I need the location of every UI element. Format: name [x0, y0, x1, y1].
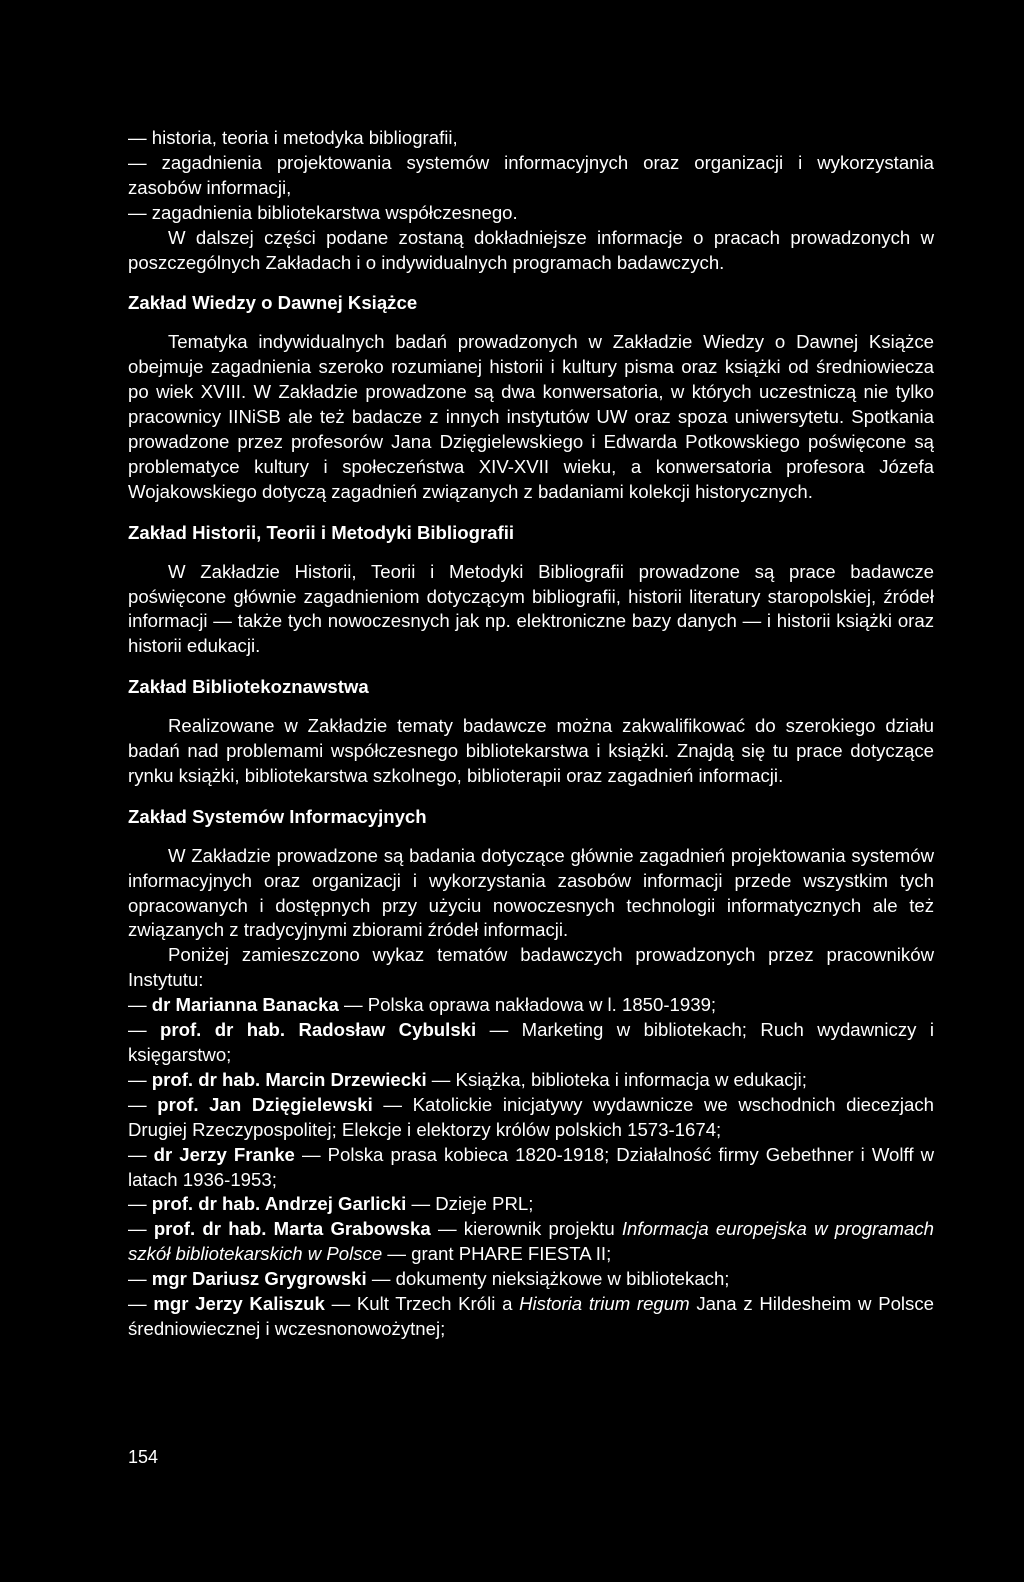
staff-entry — [128, 1068, 934, 1093]
section-heading: Zakład Systemów Informacyjnych — [128, 805, 427, 827]
staff-topic: Polska oprawa nakładowa w l. 1850-1939; — [367, 994, 717, 1016]
staff-topic: dokumenty nieksiążkowe w bibliotekach; — [395, 1268, 730, 1290]
page-number: 154 — [128, 1447, 159, 1467]
staff-entry — [128, 1267, 934, 1292]
intro-list — [128, 126, 934, 226]
staff-intro: Poniżej zamieszczono wykaz tematów badawczych prowadzonych przez pracowników Instytutu: — [128, 944, 934, 991]
staff-name: prof. dr hab. Andrzej Garlicki — [151, 1193, 407, 1215]
staff-entry — [128, 1018, 934, 1068]
staff-entry — [128, 993, 934, 1018]
dash: — — [128, 1193, 152, 1215]
dash: — — [128, 1293, 154, 1315]
staff-name: prof. Jan Dzięgielewski — [157, 1093, 373, 1115]
staff-name: dr Jerzy Franke — [153, 1143, 295, 1165]
staff-topic: Książka, biblioteka i informacja w edukacji; — [455, 1068, 807, 1090]
section-heading: Zakład Historii, Teorii i Metodyki Bibliografii — [128, 521, 515, 543]
staff-topic: Katolickie inicjatywy wydawnicze we wschodnich diecezjach Drugiej Rzeczypospolitej; Elekcje i elektorzy królów polskich 1573-1674; — [128, 1093, 934, 1140]
dash: — — [372, 1093, 413, 1115]
staff-topic: Dzieje PRL; — [435, 1193, 534, 1215]
dash: — — [338, 994, 368, 1016]
staff-entry — [128, 1292, 934, 1342]
intro-list-item: — historia, teoria i metodyka bibliografii, — [128, 127, 458, 148]
page-body — [128, 126, 934, 1342]
section-body: W Zakładzie prowadzone są badania dotyczące głównie zagadnień projektowania systemów informacyjnych oraz organizacji i wykorzystania zasobów informacji przede wszystkim tych opracowanych i dostępnych przy użyciu nowoczesnych technologii informatycznych ale też związanych z tradycyjnymi zbiorami źródeł informacji. — [128, 844, 934, 941]
dash: — — [128, 1093, 158, 1115]
staff-topic: Polska prasa kobieca 1820-1918; Działalność firmy Gebethner i Wolff w latach 1936-1953; — [128, 1143, 934, 1190]
section-body: W Zakładzie Historii, Teorii i Metodyki Bibliografii prowadzone są prace badawcze poświęcone głównie zagadnieniom dotyczącym bibliografii, historii literatury staropolskiej, źródeł informacji — także tych nowoczesnych jak np. elektroniczne bazy danych — i historii książki oraz historii edukacji. — [128, 560, 934, 657]
staff-name: dr Marianna Banacka — [151, 994, 339, 1016]
dash: — — [366, 1268, 396, 1290]
dash: — — [128, 1143, 154, 1165]
staff-entry — [128, 1093, 934, 1143]
staff-name: mgr Dariusz Grygrowski — [151, 1268, 367, 1290]
staff-topic: Marketing w bibliotekach; Ruch wydawniczy i księgarstwo; — [128, 1019, 934, 1065]
dash: — — [294, 1143, 328, 1165]
dash: — — [476, 1019, 522, 1041]
dash: — — [426, 1068, 456, 1090]
intro-list-item: — zagadnienia projektowania systemów informacyjnych oraz organizacji i wykorzystania zasobów informacji, — [128, 151, 934, 198]
dash: — — [324, 1293, 357, 1315]
staff-topic: kierownik projektu — [463, 1218, 622, 1240]
dash: — — [128, 1019, 161, 1041]
dash: — — [128, 1218, 154, 1240]
staff-name: prof. dr hab. Marcin Drzewiecki — [151, 1068, 427, 1090]
staff-entry — [128, 1217, 934, 1267]
staff-topic-title: Informacja europejska w programach szkół bibliotekarskich w Polsce — [128, 1218, 934, 1265]
staff-topic: Jana z Hildesheim w Polsce średniowiecznej i wczesnonowożytnej; — [128, 1293, 934, 1339]
section-heading: Zakład Wiedzy o Dawnej Książce — [128, 292, 418, 314]
intro-paragraph: W dalszej części podane zostaną dokładniejsze informacje o pracach prowadzonych w poszczególnych Zakładach i o indywidualnych programach badawczych. — [128, 226, 934, 273]
dash: — — [406, 1193, 436, 1215]
dash: — — [128, 1268, 152, 1290]
dash: — — [128, 994, 152, 1016]
section-body: Realizowane w Zakładzie tematy badawcze można zakwalifikować do szerokiego działu badań nad problemami współczesnego bibliotekarstwa i książki. Znajdą się tu prace dotyczące rynku książki, bibliotekarstwa szkolnego, biblioterapii oraz zagadnień informacji. — [128, 715, 934, 786]
intro-list-item: — zagadnienia bibliotekarstwa współczesnego. — [128, 201, 518, 223]
staff-name: prof. dr hab. Radosław Cybulski — [160, 1019, 477, 1041]
dash: — — [430, 1218, 464, 1240]
section-heading: Zakład Bibliotekoznawstwa — [128, 676, 369, 698]
staff-name: prof. dr hab. Marta Grabowska — [153, 1218, 431, 1240]
staff-list — [128, 993, 934, 1342]
staff-topic-title: Historia trium regum — [519, 1293, 690, 1315]
staff-entry — [128, 1192, 934, 1217]
staff-topic: — grant PHARE FIESTA II; — [382, 1243, 612, 1265]
section-body: Tematyka indywidualnych badań prowadzonych w Zakładzie Wiedzy o Dawnej Książce obejmuje zagadnienia szeroko rozumianej historii i kultury pisma oraz książki od średniowiecza po wiek XVIII. W Zakładzie prowadzone są dwa konwersatoria, w których uczestniczą nie tylko pracownicy IINiSB ale też badacze z innych instytutów UW oraz spoza uniwersytetu. Spotkania prowadzone przez profesorów Jana Dzięgielewskiego i Edwarda Potkowskiego poświęcone są problematyce kultury i społeczeństwa XIV-XVII wieku, a konwersatoria profesora Józefa Wojakowskiego dotyczą zagadnień związanych z badaniami kolekcji historycznych. — [128, 331, 934, 502]
dash: — — [128, 1068, 152, 1090]
staff-topic: Kult Trzech Króli a — [356, 1293, 520, 1315]
staff-name: mgr Jerzy Kaliszuk — [153, 1293, 325, 1315]
staff-entry — [128, 1143, 934, 1193]
